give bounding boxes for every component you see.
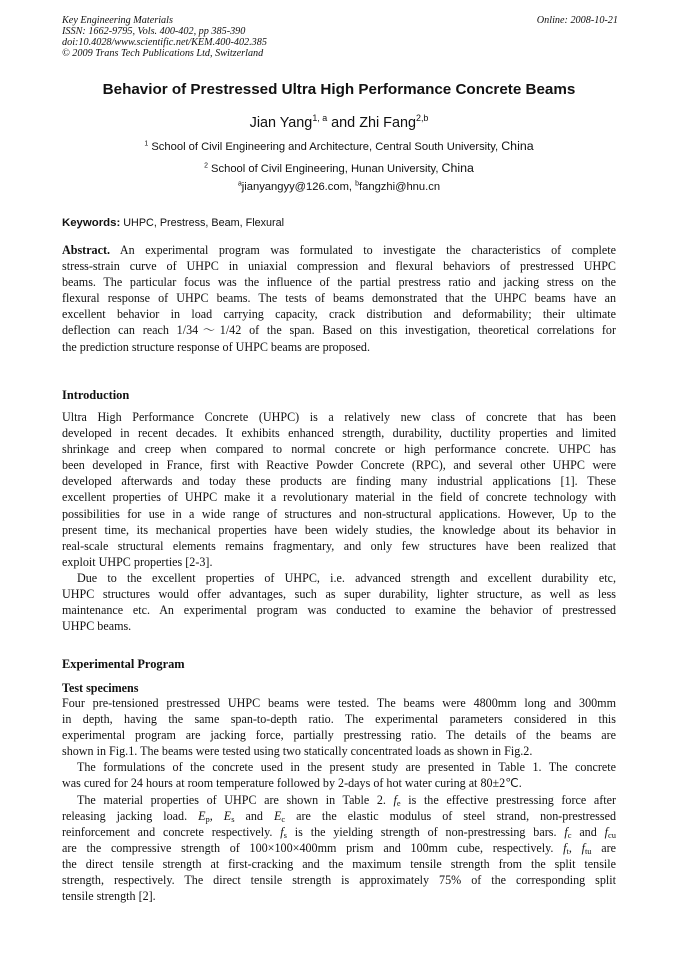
experimental-body: Four pre-tensioned prestressed UHPC beams were tested. The beams were 4800mm long and 300mm in depth, having the same span-to-depth ratio. The experimental parameters considered in this experimental program are jacking force, partially prestressing ratio. The details of the beams are shown in Fig.1. The beams were tested using two statically concentrated loads as shown in Fig.2. The formulations of the concrete used in the present study are presented in Table 1. The concrete was cured for 24 hours at room temperature followed by 2-days of hot water curing at 80±2℃. The material properties of UHPC are shown in Table 2. fe is the effective prestressing force after releasing jacking load. Ep, Es and Ec are the elastic modulus of steel strand, non-prestressed reinforcement and concrete respectively. fs is the yielding strength of non-prestressing bars. fc and fcu are the compressive strength of 100×100×400mm prism and 100mm cube, respectively. ft, ftu are the direct tensile strength at first-cracking and the maximum tensile strength from the split tensile strength, respectively. The direct tensile strength is approximately 75% of the corresponding split tensile strength [2].: [62, 696, 617, 904]
author-1: Jian Yang: [249, 115, 313, 131]
keywords-label: Keywords:: [62, 217, 121, 229]
introduction-body: Ultra High Performance Concrete (UHPC) is a relatively new class of concrete that has been developed in recent decades. It exhibits enhanced strength, durability, ductility properties and limited shrinkage and creep when compared to normal concrete or high performance concrete. UHPC has been developed in France, first with Reactive Powder Concrete (RPC), and several other UHPC were developed afterwards and today these products are finding many industrial applications [1]. These excellent properties of UHPC make it a revolutionary material in the field of concrete technology with possibilities for use in a wide range of structures and non-structural applications. However, Up to the present time, its mechanical properties have been widely studies, the knowledge about its behavior in real-scale structural elements remains fragmentary, and only few structures have been realized that exploit UHPC properties [2-3]. Due to the excellent properties of UHPC, i.e. advanced strength and excellent durability etc, UHPC structures would offer advantages, such as super durability, lighter structure, as well as less maintenance etc. An experimental program was conducted to examine the behavior of prestressed UHPC beams.: [62, 410, 616, 634]
test-specimens-subheading: Test specimens: [62, 681, 139, 695]
author-2: Zhi Fang: [359, 115, 416, 131]
material-line-2: releasing jacking load. Ep, Es and Ec are the elastic modulus of steel strand, non-prestressed: [62, 808, 616, 824]
keywords: [62, 217, 284, 229]
author-line: [0, 115, 678, 131]
author-and: and: [327, 115, 360, 131]
journal-name: Key Engineering Materials: [62, 15, 173, 26]
affiliation-2: $^2$ School of Civil Engineering, Hunan University, China: [204, 161, 474, 175]
abstract-label: Abstract.: [62, 243, 111, 257]
online-date: Online: 2008-10-21: [536, 15, 618, 26]
issn-line: ISSN: 1662-9795, Vols. 400-402, pp 385-390: [62, 26, 246, 37]
keywords-text: UHPC, Prestress, Beam, Flexural: [123, 217, 285, 229]
doi-line: doi:10.4028/www.scientific.net/KEM.400-402.385: [62, 37, 267, 48]
experimental-heading: Experimental Program: [62, 657, 185, 671]
author-2-sup: 2,b: [415, 113, 429, 124]
paper-title: Behavior of Prestressed Ultra High Performance Concrete Beams: [102, 81, 576, 98]
material-line-4: are the compressive strength of 100×100×400mm prism and 100mm cube, respectively. ft, ftu are: [62, 840, 617, 856]
copyright-line: © 2009 Trans Tech Publications Ltd, Switzerland: [62, 48, 264, 59]
material-line-3: reinforcement and concrete respectively. fs is the yielding strength of non-prestressing bars. fc and fcu: [62, 824, 616, 840]
author-1-sup: 1, a: [312, 113, 328, 124]
email-line: $^a$jianyangyy@126.com, $^b$fangzhi@hnu.cn: [237, 180, 441, 193]
introduction-heading: Introduction: [62, 388, 130, 402]
journal-header: [62, 15, 618, 59]
abstract: Abstract. An experimental program was formulated to investigate the characteristics of complete stress-strain curve of UHPC in uniaxial compression and flexural behaviors of prestressed UHPC beams. The particular focus was the influence of the partial prestress ratio and jacking stress on the flexural response of UHPC beams. The tests of beams demonstrated that the UHPC beams have an excellent behavior in load carrying capacity, crack distribution and deformability; their ultimate deflection can reach 1/34～1/42 of the span. Based on this investigation, theoretical correlations for the prediction structure response of UHPC beams are proposed.: [62, 243, 616, 354]
affiliation-1: $^1$ School of Civil Engineering and Architecture, Central South University, China: [144, 139, 534, 153]
material-line-1: The material properties of UHPC are shown in Table 2. fe is the effective prestressing force after: [77, 792, 616, 808]
